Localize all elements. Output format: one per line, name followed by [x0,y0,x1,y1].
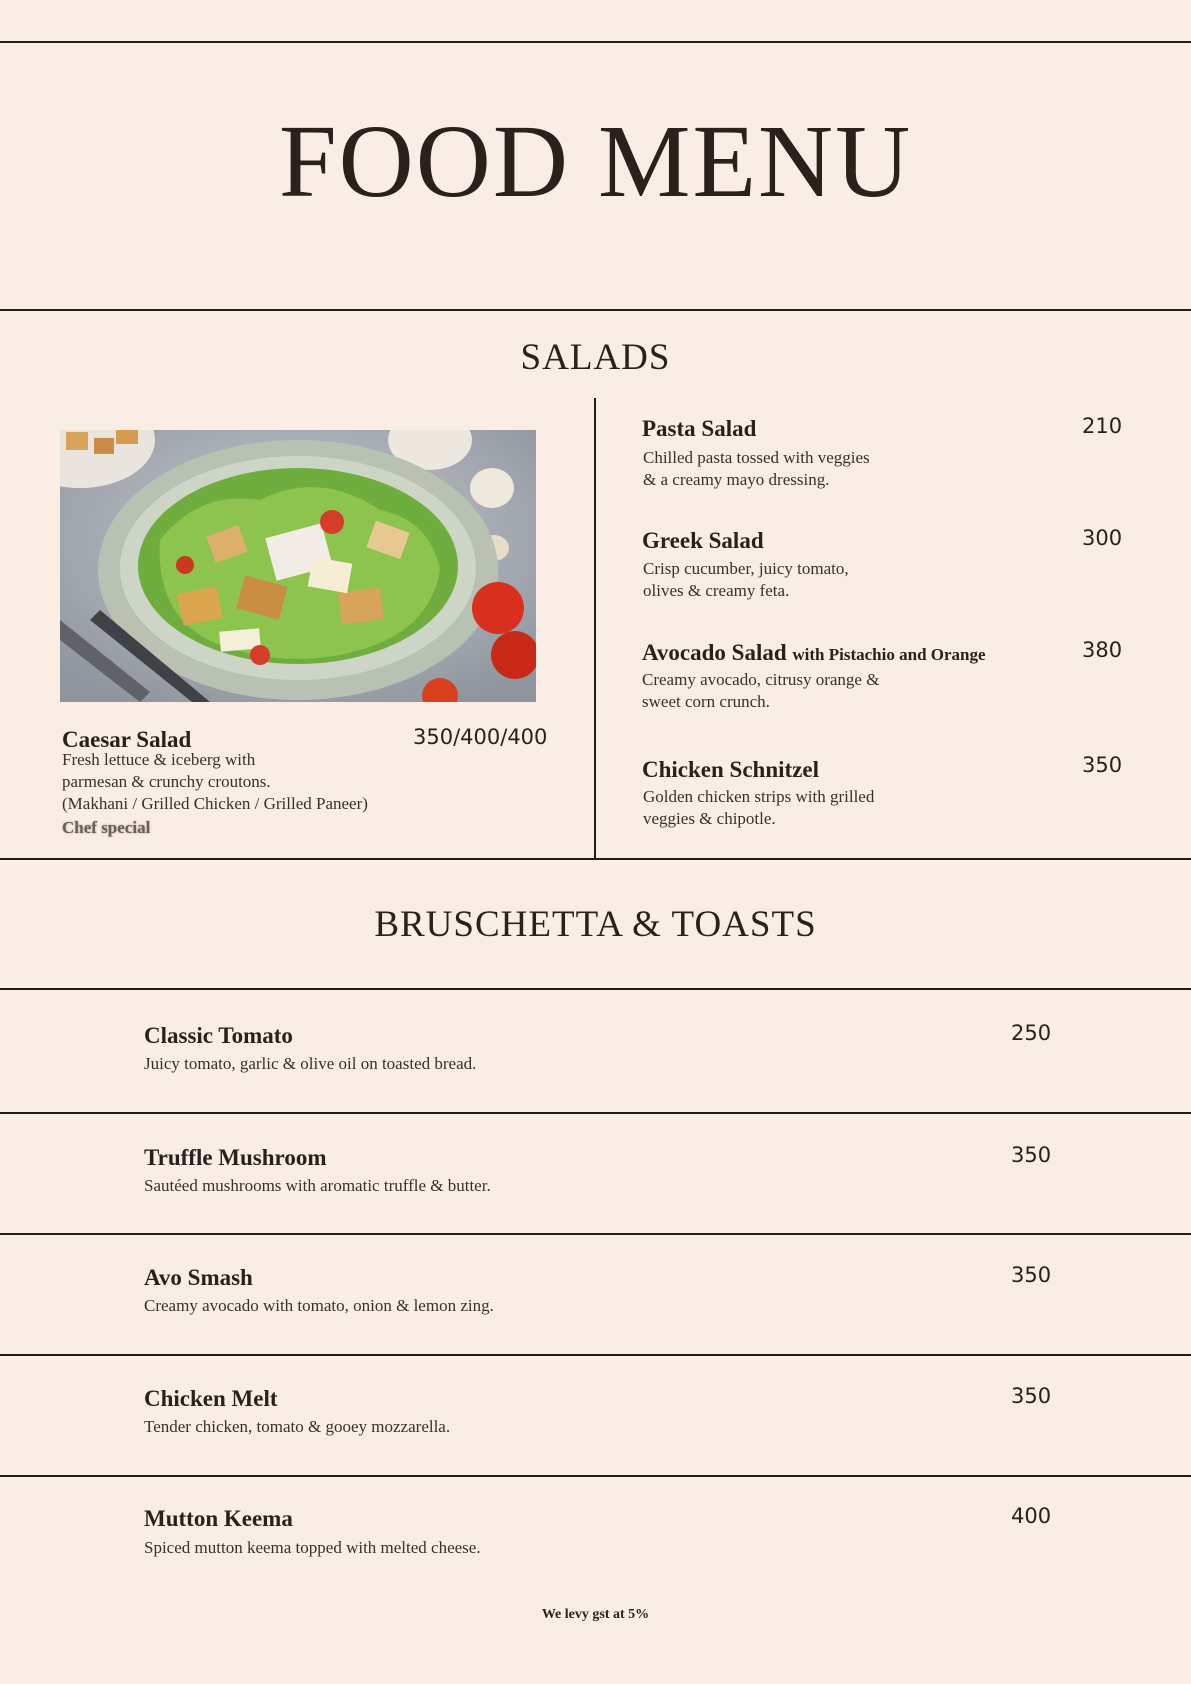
salad-item-price: 350 [1082,753,1123,777]
bruschetta-item-price: 400 [1011,1504,1052,1528]
salad-item-price: 380 [1082,638,1123,662]
salads-heading: SALADS [520,337,671,378]
bruschetta-item-description: Tender chicken, tomato & gooey mozzarella. [144,1417,451,1436]
salad-item-name: Chicken Schnitzel [642,757,819,782]
salad-item-description: Creamy avocado, citrusy orange & sweet corn crunch. [642,670,880,711]
bruschetta-item-price: 350 [1011,1263,1052,1287]
row-divider [0,1233,1191,1235]
bruschetta-item-description: Spiced mutton keema topped with melted cheese. [144,1538,481,1557]
bruschetta-item-price: 250 [1011,1021,1052,1045]
salad-item-price: 210 [1082,414,1123,438]
bruschetta-header-divider [0,988,1191,990]
salad-item-name: Greek Salad [642,528,764,553]
bruschetta-item-name: Mutton Keema [144,1506,293,1531]
bruschetta-item-description: Creamy avocado with tomato, onion & lemon zing. [144,1296,494,1315]
title-divider [0,309,1191,311]
bruschetta-item-description: Juicy tomato, garlic & olive oil on toasted bread. [144,1054,477,1073]
top-rule [0,41,1191,43]
caesar-salad-description: Fresh lettuce & iceberg with parmesan & crunchy croutons. (Makhani / Grilled Chicken / Grilled Paneer) [62,750,368,813]
bruschetta-item-description: Sautéed mushrooms with aromatic truffle & butter. [144,1176,491,1195]
bruschetta-item-price: 350 [1011,1384,1052,1408]
page-title: FOOD MENU [278,104,913,219]
salad-item-name: Pasta Salad [642,416,757,441]
salad-item-price: 300 [1082,526,1123,550]
bruschetta-heading: BRUSCHETTA & TOASTS [374,904,817,945]
salad-item-description: Chilled pasta tossed with veggies & a creamy mayo dressing. [643,448,870,489]
caesar-salad-name: Caesar Salad [62,727,192,752]
salad-item-description: Golden chicken strips with grilled veggies & chipotle. [643,787,875,828]
bruschetta-item-name: Avo Smash [144,1265,253,1290]
salads-column-divider [594,398,596,859]
row-divider [0,1354,1191,1356]
bruschetta-item-name: Truffle Mushroom [144,1145,327,1170]
bruschetta-item-name: Chicken Melt [144,1386,278,1411]
salad-item-extra: with Pistachio and Orange [792,645,986,664]
gst-note: We levy gst at 5% [541,1607,650,1622]
salad-item-name: Avocado Salad with Pistachio and Orange [642,640,986,665]
caesar-salad-price: 350/400/400 [413,725,548,749]
chef-special-tag: Chef special [62,818,151,837]
bruschetta-item-name: Classic Tomato [144,1023,293,1048]
salad-item-description: Crisp cucumber, juicy tomato, olives & creamy feta. [643,559,849,600]
bruschetta-item-price: 350 [1011,1143,1052,1167]
row-divider [0,1112,1191,1114]
caesar-salad-photo [60,430,536,702]
row-divider [0,1475,1191,1477]
